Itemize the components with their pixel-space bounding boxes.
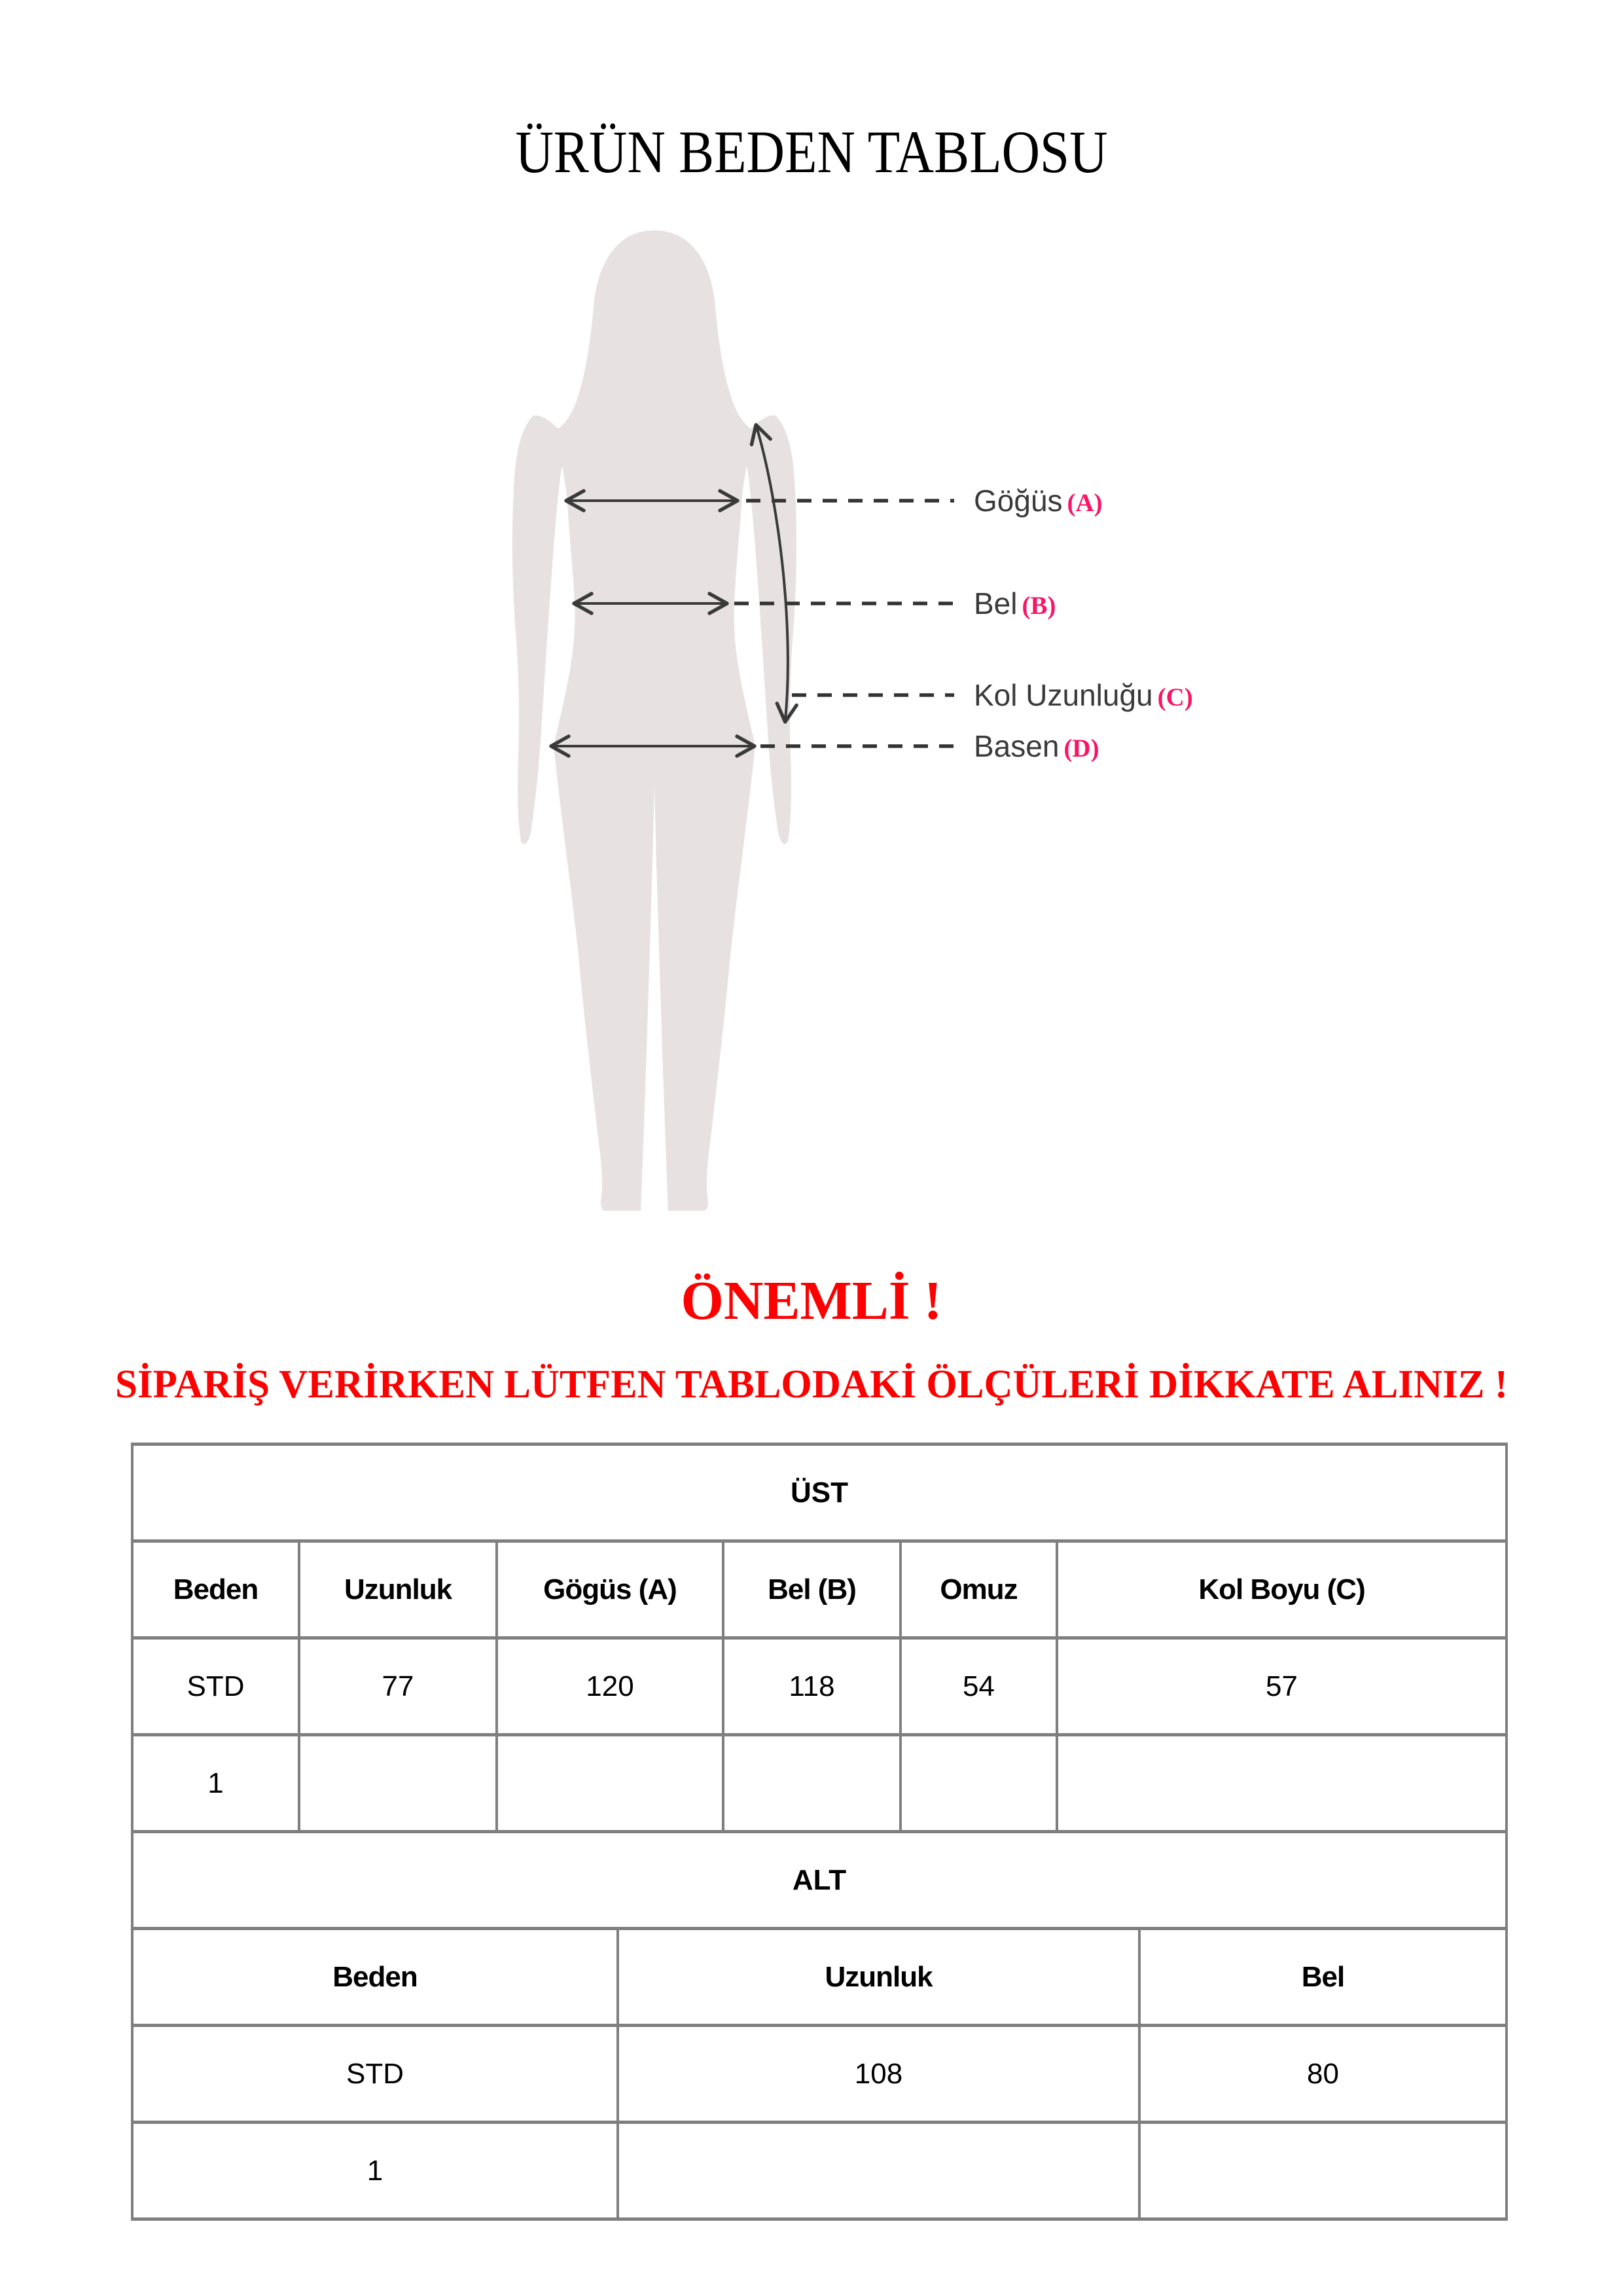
- arm-length-measure-arrow: [757, 427, 788, 720]
- header-cell: Bel (B): [723, 1541, 901, 1638]
- measurement-arrows: [458, 223, 982, 1244]
- size-table-top: [131, 1443, 1508, 1833]
- label-chest: [974, 483, 1103, 518]
- warning-message: SİPARİŞ VERİRKEN LÜTFEN TABLODAKİ ÖLÇÜLERİ DİKKATE ALINIZ !: [115, 1363, 1508, 1407]
- label-waist-code: (B): [1022, 592, 1056, 620]
- size-tables: [131, 1443, 1505, 2221]
- table-row: [132, 2123, 1507, 2219]
- header-cell: Uzunluk: [299, 1541, 497, 1638]
- header-cell: Kol Boyu (C): [1057, 1541, 1507, 1638]
- header-cell: Bel: [1139, 1929, 1507, 2026]
- label-hip-code: (D): [1063, 734, 1099, 762]
- value-cell: [1139, 2123, 1507, 2219]
- header-cell: Uzunluk: [618, 1929, 1139, 2026]
- table-row-headers: [132, 1541, 1507, 1638]
- value-cell: 120: [497, 1638, 723, 1735]
- table-row-section-title: [132, 1444, 1507, 1541]
- label-waist: [974, 586, 1056, 621]
- value-cell: 57: [1057, 1638, 1507, 1735]
- value-cell: 1: [132, 1735, 299, 1832]
- label-chest-code: (A): [1067, 489, 1103, 517]
- header-cell: Beden: [132, 1541, 299, 1638]
- label-chest-text: Göğüs: [974, 484, 1063, 518]
- label-arm-length-code: (C): [1157, 683, 1193, 711]
- value-cell: 54: [901, 1638, 1057, 1735]
- value-cell: 1: [132, 2123, 618, 2219]
- table-row: [132, 1638, 1507, 1735]
- header-cell: Omuz: [901, 1541, 1057, 1638]
- table-row: [132, 2026, 1507, 2123]
- label-arm-length: [974, 677, 1193, 713]
- table-row: [132, 1735, 1507, 1832]
- section-title-alt: ALT: [132, 1832, 1507, 1929]
- value-cell: [618, 2123, 1139, 2219]
- table-row-section-title: [132, 1832, 1507, 1929]
- size-table-bottom: [131, 1830, 1508, 2221]
- value-cell: [723, 1735, 901, 1832]
- value-cell: 77: [299, 1638, 497, 1735]
- label-hip: [974, 728, 1099, 764]
- value-cell: [1057, 1735, 1507, 1832]
- value-cell: 118: [723, 1638, 901, 1735]
- warning-heading: ÖNEMLİ !: [681, 1270, 942, 1331]
- value-cell: [497, 1735, 723, 1832]
- value-cell: 108: [618, 2026, 1139, 2123]
- label-hip-text: Basen: [974, 729, 1060, 763]
- label-arm-length-text: Kol Uzunluğu: [974, 678, 1153, 712]
- value-cell: 80: [1139, 2026, 1507, 2123]
- value-cell: STD: [132, 2026, 618, 2123]
- header-cell: Beden: [132, 1929, 618, 2026]
- value-cell: [901, 1735, 1057, 1832]
- header-cell: Gögüs (A): [497, 1541, 723, 1638]
- label-waist-text: Bel: [974, 586, 1018, 620]
- page-title: ÜRÜN BEDEN TABLOSU: [515, 118, 1108, 185]
- value-cell: STD: [132, 1638, 299, 1735]
- section-title-ust: ÜST: [132, 1444, 1507, 1541]
- value-cell: [299, 1735, 497, 1832]
- table-row-headers: [132, 1929, 1507, 2026]
